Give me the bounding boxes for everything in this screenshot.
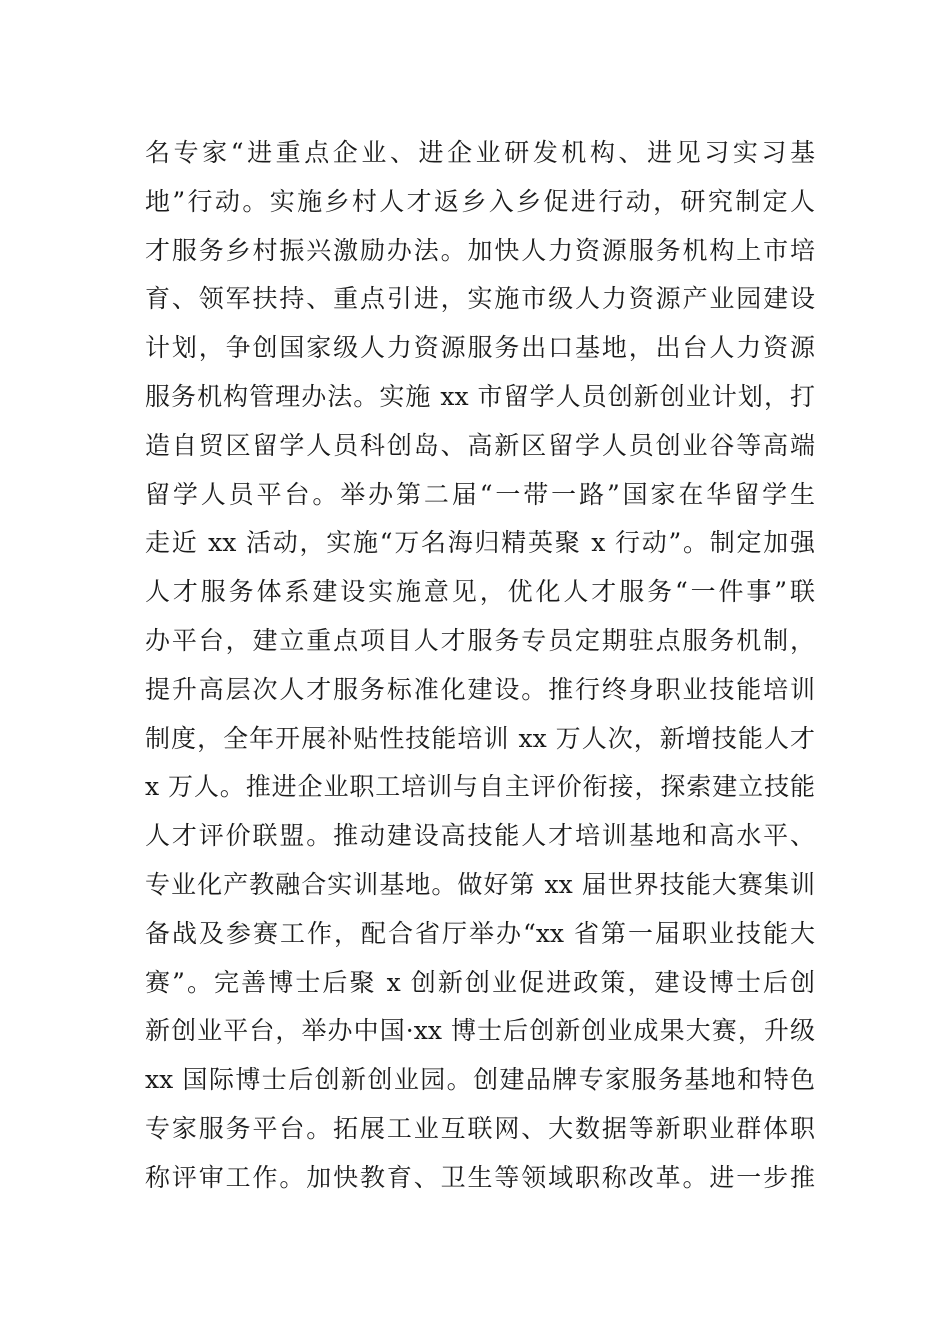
text-line: 制度，全年开展补贴性技能培训 xx 万人次，新增技能人才 (145, 723, 815, 753)
text-line: x 万人。推进企业职工培训与自主评价衔接，探索建立技能 (145, 772, 815, 802)
text-line: 办平台，建立重点项目人才服务专员定期驻点服务机制， (145, 625, 815, 655)
text-line: 称评审工作。加快教育、卫生等领域职称改革。进一步推 (145, 1162, 815, 1192)
text-line: 造自贸区留学人员科创岛、高新区留学人员创业谷等高端 (145, 430, 815, 460)
text-line: xx 国际博士后创新创业园。创建品牌专家服务基地和特色 (145, 1065, 815, 1095)
text-line: 才服务乡村振兴激励办法。加快人力资源服务机构上市培 (145, 235, 815, 265)
text-line: 走近 xx 活动，实施“万名海归精英聚 x 行动”。制定加强 (145, 528, 815, 558)
text-line: 赛”。完善博士后聚 x 创新创业促进政策，建设博士后创 (145, 967, 815, 997)
text-line: 地”行动。实施乡村人才返乡入乡促进行动，研究制定人 (145, 186, 815, 216)
text-line: 备战及参赛工作，配合省厅举办“xx 省第一届职业技能大 (145, 918, 815, 948)
text-line: 新创业平台，举办中国·xx 博士后创新创业成果大赛，升级 (145, 1016, 815, 1046)
body-text (145, 129, 815, 1203)
text-line: 名专家“进重点企业、进企业研发机构、进见习实习基 (145, 138, 815, 167)
text-line: 专业化产教融合实训基地。做好第 xx 届世界技能大赛集训 (145, 869, 815, 899)
text-line: 计划，争创国家级人力资源服务出口基地，出台人力资源 (145, 333, 815, 363)
text-line: 人才评价联盟。推动建设高技能人才培训基地和高水平、 (145, 821, 815, 851)
text-line: 提升高层次人才服务标准化建设。推行终身职业技能培训 (145, 674, 815, 704)
text-line: 育、领军扶持、重点引进，实施市级人力资源产业园建设 (145, 284, 815, 314)
text-line: 人才服务体系建设实施意见，优化人才服务“一件事”联 (145, 577, 815, 607)
text-line: 专家服务平台。拓展工业互联网、大数据等新职业群体职 (145, 1113, 815, 1143)
text-line: 服务机构管理办法。实施 xx 市留学人员创新创业计划，打 (145, 381, 815, 411)
text-line: 留学人员平台。举办第二届“一带一路”国家在华留学生 (145, 479, 815, 509)
